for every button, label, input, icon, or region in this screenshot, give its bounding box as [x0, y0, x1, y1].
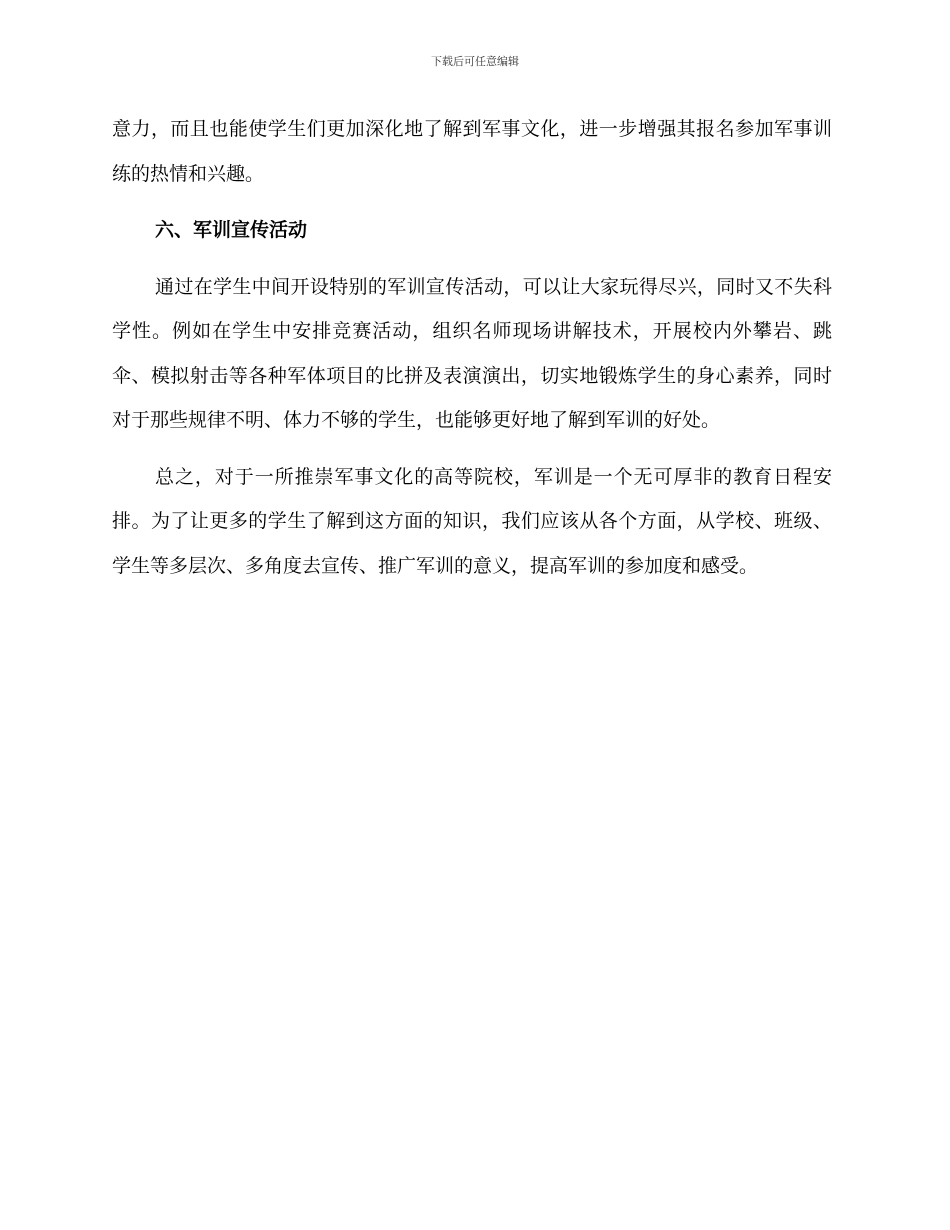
paragraph-publicity-activities: 通过在学生中间开设特别的军训宣传活动，可以让大家玩得尽兴，同时又不失科学性。例如在学生中安排竞赛活动，组织名师现场讲解技术，开展校内外攀岩、跳伞、模拟射击等各种军体项目的比拼及表演演出，切实地锻炼学生的身心素养，同时对于那些规律不明、体力不够的学生，也能够更好地了解到军训的好处。	[112, 275, 832, 431]
continued-paragraph: 意力，而且也能使学生们更加深化地了解到军事文化，进一步增强其报名参加军事训练的热情和兴趣。	[112, 118, 832, 185]
document-body	[112, 107, 832, 588]
paragraph-conclusion: 总之，对于一所推崇军事文化的高等院校，军训是一个无可厚非的教育日程安排。为了让更多的学生了解到这方面的知识，我们应该从各个方面，从学校、班级、学生等多层次、多角度去宣传、推广军训的意义，提高军训的参加度和感受。	[112, 465, 832, 577]
page-header: 下载后可任意编辑	[431, 55, 519, 68]
section-heading: 六、军训宣传活动	[155, 219, 308, 241]
